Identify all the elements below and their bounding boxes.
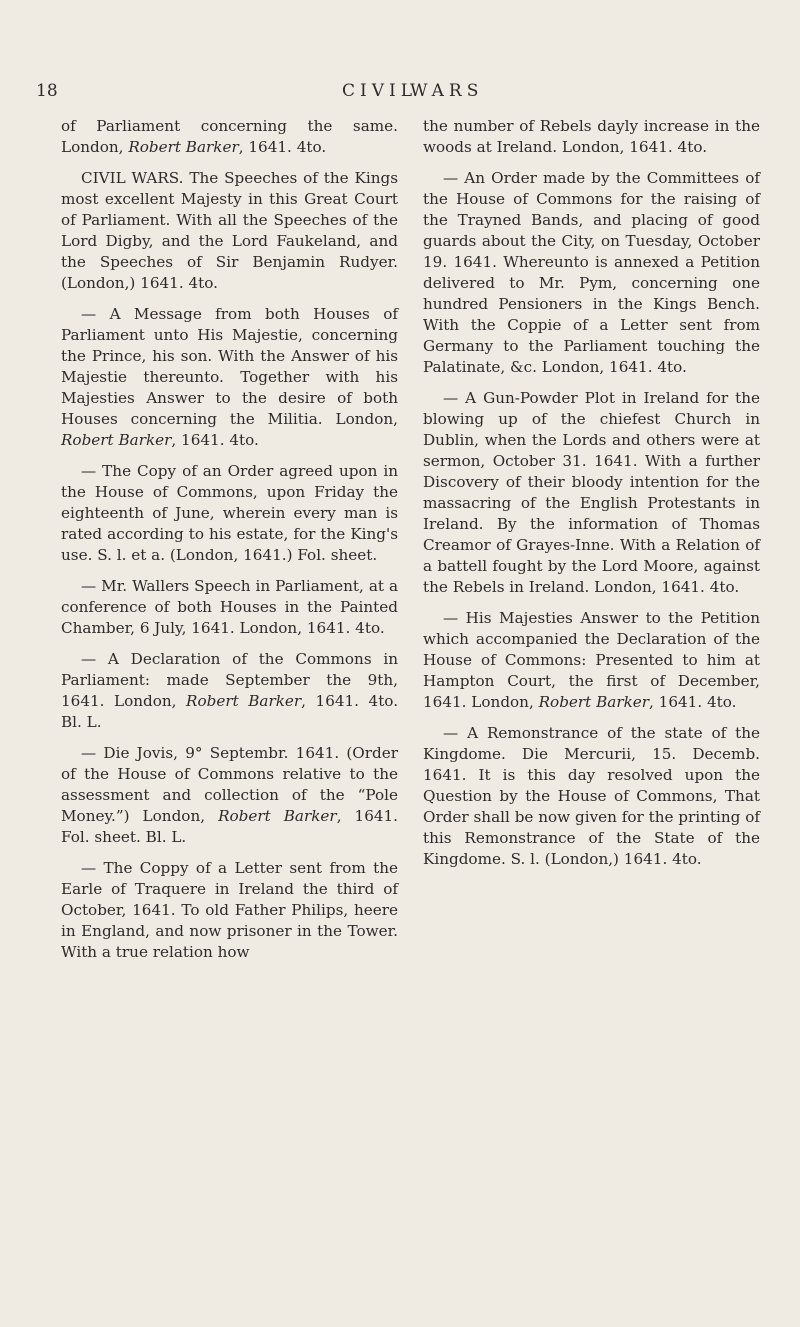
entry-text: of Parliament concerning the same. London, (61, 117, 398, 156)
entry-publisher: Robert Barker (186, 692, 302, 710)
entry-text: — The Coppy of a Letter sent from the Earle of Traquere in Ireland the third of October, 1641. To old Father Philips, heere in England, and now prisoner in the Tower. With a true relation how (61, 859, 398, 961)
entry-imprint: , 1641. 4to. (171, 431, 259, 449)
bibliography-entry (423, 723, 760, 870)
bibliography-entry (61, 461, 398, 566)
bibliography-entry (423, 168, 760, 378)
entry-text: — A Remonstrance of the state of the Kingdome. Die Mercurii, 15. Decemb. 1641. It is this day resolved upon the Question by the House of Commons, That Order shall be now given for the printing of this Remonstrance of the State of the Kingdome. S. l. (London,) 1641. 4to. (423, 724, 760, 868)
entry-text: — A Declaration of the Commons in Parliament: made September the 9th, 1641. London, (61, 650, 398, 710)
entry-publisher: Robert Barker (128, 138, 239, 156)
entry-imprint: , 1641. 4to. Bl. L. (61, 692, 399, 731)
running-head-right: WARS (410, 81, 484, 101)
entry-imprint: , 1641. 4to. (238, 138, 327, 156)
bibliography-entry (61, 168, 398, 294)
entry-text: — An Order made by the Committees of the House of Commons for the raising of the Trayned Bands, and placing of good guards about the City, on Tuesday, October 19. 1641. Whereunto is annexed a Petition delivered to Mr. Pym, concerning one hundred Pensioners in the Kings Bench. With the Coppie of a Letter sent from Germany to the Parliament touching the Palatinate, &c. London, 1641. 4to. (423, 169, 760, 376)
entry-publisher: Robert Barker (61, 431, 172, 449)
bibliography-entry (61, 304, 398, 451)
bibliography-entry (61, 649, 398, 733)
entry-text: — The Copy of an Order agreed upon in the House of Commons, upon Friday the eighteenth of June, wherein every man is rated according to his estate, for the King's use. S. l. et a. (London, 1641.) Fol. sheet. (61, 462, 398, 564)
entry-text: — Mr. Wallers Speech in Parliament, at a conference of both Houses in the Painted Chamber, 6 July, 1641. London, 1641. 4to. (61, 577, 398, 637)
entry-imprint: , 1641. Fol. sheet. Bl. L. (61, 807, 399, 846)
bibliography-entry (61, 858, 398, 963)
entry-publisher: Robert Barker (218, 807, 337, 825)
entry-publisher: Robert Barker (538, 693, 650, 711)
entry-imprint: , 1641. 4to. (649, 693, 737, 711)
entry-text: — His Majesties Answer to the Petition which accompanied the Declaration of the House of Commons: Presented to him at Hampton Court, the first of December, 1641. London, (423, 609, 760, 711)
running-head-left: CIVIL (342, 81, 418, 101)
bibliography-entry (61, 743, 398, 848)
page-header (0, 81, 800, 107)
entry-text: — A Message from both Houses of Parliament unto His Majestie, concerning the Prince, his son. With the Answer of his Majestie thereunto. Together with his Majesties Answer to the desire of both Houses concerning the Militia. London, (61, 305, 398, 428)
entry-text: — A Gun-Powder Plot in Ireland for the blowing up of the chiefest Church in Dublin, when the Lords and others were at sermon, October 31. 1641. With a further Discovery of their bloody intention for the massacring of the English Protestants in Ireland. By the information of Thomas Creamor of Grayes-Inne. With a Relation of a battell fought by the Lord Moore, against the Rebels in Ireland. London, 1641. 4to. (423, 389, 760, 596)
entry-text: — Die Jovis, 9° Septembr. 1641. (Order of the House of Commons relative to the assessment and collection of the “Pole Money.”) London, (61, 744, 398, 825)
left-column (61, 116, 398, 973)
entry-text: CIVIL WARS. The Speeches of the Kings most excellent Majesty in this Great Court of Parliament. With all the Speeches of the Lord Digby, and the Lord Faukeland, and the Speeches of Sir Benjamin Rudyer. (London,) 1641. 4to. (61, 169, 398, 292)
page-number: 18 (36, 81, 58, 101)
bibliography-entry (423, 388, 760, 598)
bibliography-entry (423, 608, 760, 713)
bibliography-entry (423, 116, 760, 158)
entry-text: the number of Rebels dayly increase in the woods at Ireland. London, 1641. 4to. (423, 117, 760, 156)
bibliography-entry (61, 116, 398, 158)
right-column (423, 116, 760, 880)
bibliography-entry (61, 576, 398, 639)
